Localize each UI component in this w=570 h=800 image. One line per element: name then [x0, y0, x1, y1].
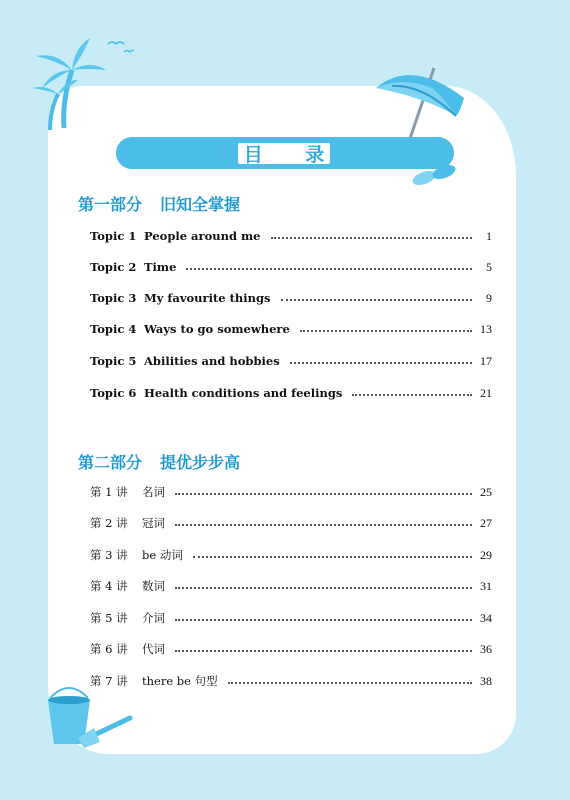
toc-number: 第 3 讲: [90, 548, 128, 562]
part1-heading: [78, 192, 240, 215]
leader-dots: [175, 649, 472, 652]
leader-dots: [175, 523, 472, 526]
toc-title: there be 句型: [142, 674, 218, 688]
leader-dots: [271, 236, 473, 239]
toc-title: 冠词: [142, 516, 165, 530]
title-box: [236, 141, 343, 166]
toc-title: Time: [144, 260, 177, 274]
toc-number: Topic 2: [90, 260, 137, 274]
toc-number: 第 4 讲: [90, 579, 128, 593]
toc-number: 第 1 讲: [90, 485, 128, 499]
toc-title: My favourite things: [144, 291, 271, 305]
leader-dots: [300, 329, 472, 332]
toc-row[interactable]: [90, 258, 492, 276]
toc-title: People around me: [144, 229, 261, 243]
toc-page: 34: [480, 610, 492, 625]
toc-row[interactable]: [90, 672, 492, 690]
toc-row[interactable]: [90, 352, 492, 370]
leader-dots: [281, 298, 472, 301]
leader-dots: [290, 361, 472, 364]
toc-row[interactable]: [90, 289, 492, 307]
leader-dots: [175, 586, 472, 589]
leader-dots: [193, 555, 472, 558]
toc-page: 13: [480, 321, 492, 336]
toc-row[interactable]: [90, 577, 492, 595]
leader-dots: [186, 267, 472, 270]
leader-dots: [352, 393, 472, 396]
toc-title: 数词: [142, 579, 165, 593]
toc-title: be 动词: [142, 548, 183, 562]
seagull-icon: [106, 36, 134, 56]
toc-number: Topic 6: [90, 386, 137, 400]
toc-number: 第 5 讲: [90, 611, 128, 625]
toc-row[interactable]: [90, 384, 492, 402]
part1-heading-number: 第一部分: [78, 195, 143, 214]
toc-page: 5: [486, 259, 492, 274]
toc-row[interactable]: [90, 640, 492, 658]
toc-title: 代词: [142, 642, 165, 656]
toc-page: 31: [480, 578, 492, 593]
toc-title: 介词: [142, 611, 165, 625]
toc-row[interactable]: [90, 514, 492, 532]
toc-title: Health conditions and feelings: [144, 386, 343, 400]
toc-page: 21: [480, 385, 492, 400]
toc-title: Ways to go somewhere: [144, 322, 290, 336]
toc-row[interactable]: [90, 609, 492, 627]
toc-number: Topic 3: [90, 291, 137, 305]
toc-number: 第 7 讲: [90, 674, 128, 688]
toc-number: Topic 4: [90, 322, 137, 336]
part2-heading-title: 提优步步高: [160, 453, 241, 472]
toc-page: 1: [486, 228, 492, 243]
palm-tree-icon: [28, 30, 108, 130]
toc-row[interactable]: [90, 546, 492, 564]
part2-heading-number: 第二部分: [78, 453, 143, 472]
leader-dots: [228, 681, 472, 684]
toc-number: Topic 1: [90, 229, 137, 243]
toc-row[interactable]: [90, 320, 492, 338]
toc-page: 38: [480, 673, 492, 688]
leader-dots: [175, 618, 472, 621]
page-title: 目 录: [243, 144, 343, 166]
toc-row[interactable]: [90, 227, 492, 245]
toc-number: Topic 5: [90, 354, 137, 368]
part2-heading: [78, 450, 240, 473]
shovel-icon: [76, 712, 136, 752]
toc-page: 9: [486, 290, 492, 305]
toc-title: 名词: [142, 485, 165, 499]
toc-row[interactable]: [90, 483, 492, 501]
toc-number: 第 6 讲: [90, 642, 128, 656]
part1-heading-title: 旧知全掌握: [160, 195, 241, 214]
toc-page: 25: [480, 484, 492, 499]
toc-page: 17: [480, 353, 492, 368]
toc-number: 第 2 讲: [90, 516, 128, 530]
leader-dots: [175, 492, 472, 495]
toc-title: Abilities and hobbies: [144, 354, 280, 368]
toc-page: 27: [480, 515, 492, 530]
toc-page: 36: [480, 641, 492, 656]
toc-page: 29: [480, 547, 492, 562]
